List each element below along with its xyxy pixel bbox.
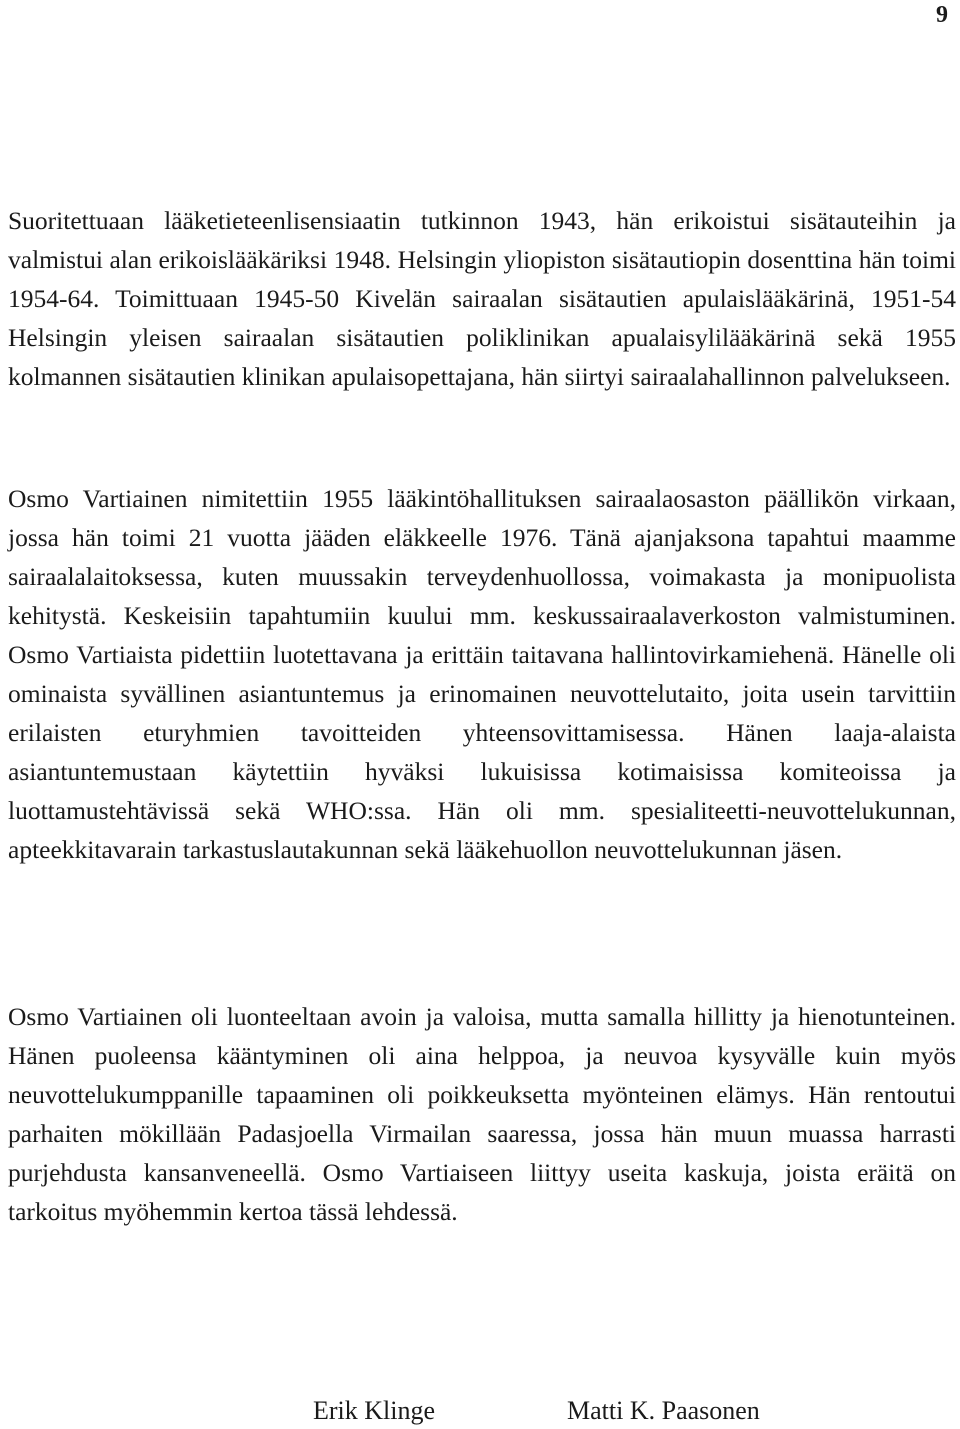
signature-author-2: Matti K. Paasonen — [567, 1396, 760, 1425]
paragraph-personality: Osmo Vartiainen oli luonteeltaan avoin ja valoisa, mutta samalla hillitty ja hienotunteinen. Hänen puoleensa kääntyminen oli aina helppoa, ja neuvoa kysyvälle kuin myös neuvottelukumppanille tapaaminen oli poikkeuksetta myönteinen elämys. Hän rentoutui parhaiten mökillään Padasjoella Virmailan saaressa, jossa hän muun muassa harrasti purjehdusta kansanveneellä. Osmo Vartiaiseen liittyy useita kaskuja, joista eräitä on tarkoitus myöhemmin kertoa tässä lehdessä. — [8, 1002, 956, 1226]
paragraph-education: Suoritettuaan lääketieteenlisensiaatin tutkinnon 1943, hän erikoistui sisätauteihin ja valmistui alan erikoislääkäriksi 1948. Helsingin yliopiston sisätautiopin dosenttina hän toimi 1954-64. Toimittuaan 1945-50 Kivelän sairaalan sisätautien apulaislääkärinä, 1951-54 Helsingin yleisen sairaalan sisätautien poliklinikan apualaisylilääkärinä sekä 1955 kolmannen sisätautien klinikan apulaisopettajana, hän siirtyi sairaalahallinnon palvelukseen. — [8, 206, 956, 391]
page-number: 9 — [936, 2, 948, 28]
signature-author-1: Erik Klinge — [313, 1396, 436, 1425]
paragraph-career: Osmo Vartiainen nimitettiin 1955 lääkintöhallituksen sairaalaosaston päällikön virkaan, jossa hän toimi 21 vuotta jääden eläkkeelle 1976. Tänä ajanjaksona tapahtui maamme sairaalalaitoksessa, kuten muussakin terveydenhuollossa, voimakasta ja monipuolista kehitystä. Keskeisiin tapahtumiin kuului mm. keskussairaalaverkoston valmistuminen. Osmo Vartiaista pidettiin luotettavana ja erittäin taitavana hallintovirkamiehenä. Hänelle oli ominaista syvällinen asiantuntemus ja erinomainen neuvottelutaito, joita usein tarvittiin erilaisten eturyhmien tavoitteiden yhteensovittamisessa. Hänen laaja-alaista asiantuntemustaan käytettiin hyväksi lukuisissa kotimaisissa komiteoissa ja luottamustehtävissä sekä WHO:ssa. Hän oli mm. spesialiteetti-neuvottelukunnan, apteekkitavarain tarkastuslautakunnan sekä lääkehuollon neuvottelukunnan jäsen. — [8, 484, 956, 864]
